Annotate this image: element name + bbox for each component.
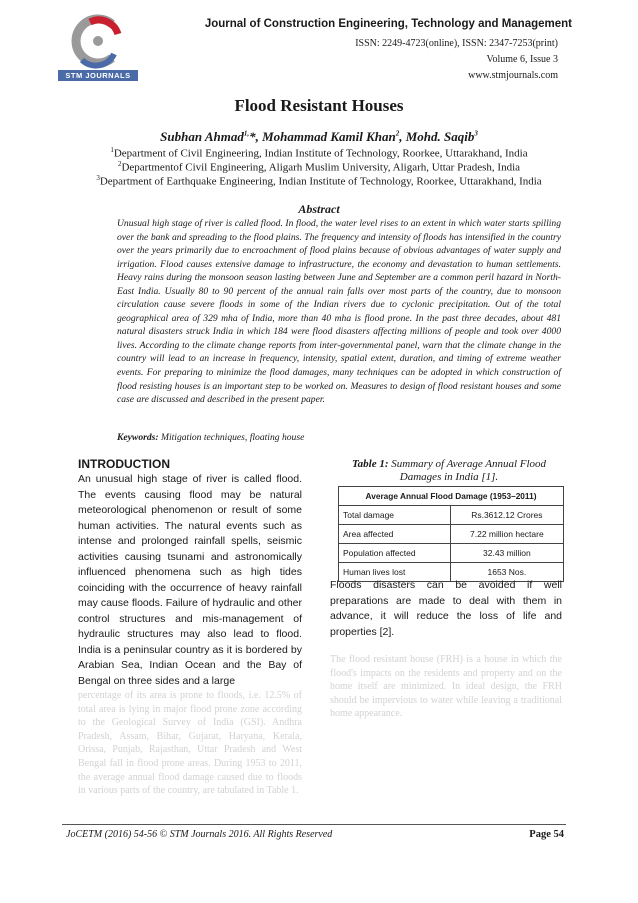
table-caption-label: Table 1:: [351, 458, 389, 470]
logo-text: STM JOURNALS: [58, 70, 138, 81]
introduction-faded-text: percentage of its area is prone to floods, i.e. 12.5% of total area is lying in major flood prone zone according to the Geological Survey of India (GSI). Andhra Pradesh, Assam, Bihar, Gujarat, Haryana, Kerala, Orissa, Punjab, Rajasthan, Uttar Pradesh and West Bengal fall in flood prone areas. During 1953 to 2011, the average annual flood damage caused due to floods in various parts of the country, are tabulated in Table 1.: [78, 690, 302, 797]
footer-divider: [62, 824, 566, 825]
table-cell: 1653 Nos.: [450, 563, 563, 582]
introduction-paragraph: An unusual high stage of river is called flood. The events causing flood may be natural meteorological phenomenon or result of some human activities. The natural events such as intense and prolonged rainfall spells, seismic activities causing tsunami and astronomically influenced phenomena such as high tides coinciding with the occurrence of heavy rainfall may cause floods. Failure of hydraulic and other control structures and mis-management of hydraulic structures may also lead to flood. India is a peninsular country as it is bordered by Arabian Sea, Indian Ocean and the Bay of Bengal on three sides and a large: [78, 473, 302, 687]
affiliation-text: Departmentof Civil Engineering, Aligarh Muslim University, Aligarh, Uttar Pradesh, India: [121, 161, 521, 174]
table-caption: [330, 458, 568, 484]
abstract-heading: Abstract: [298, 202, 340, 216]
introduction-body: [78, 472, 302, 798]
table-header-row: [339, 487, 564, 506]
page-number: Page 54: [529, 829, 564, 840]
affiliation-sup: 3: [96, 174, 100, 182]
keywords: [117, 432, 304, 443]
journal-name: Journal of Construction Engineering, Technology and Management: [204, 18, 572, 30]
table-cell: Human lives lost: [339, 563, 451, 582]
author-sup: 3: [474, 129, 478, 138]
abstract-body: Unusual high stage of river is called flood. In flood, the water level rises to an extent in which water starts spilling over the bank and spreading to the flood plains. The frequency and intensity of floods has intensified in the country over the years primarily due to encroachment of flood plains because of obvious advantages of water supply and irrigation. Flood causes extensive damage to infrastructure, the economy and devastation to human settlements. Heavy rains during the monsoon season lasting between June and September are a common peril hazard in North-East India. Usually 80 to 90 percent of the annual rain falls over most parts of the country, due to monsoon circulation cause severe floods in some of the Indian rivers due to cyclonic precipitation. Out of the total geographical area of 329 mha of India, more than 40 mha is flood prone. In the past three decades, about 481 natural disasters struck India in which 184 were flood disasters affecting millions of people and took over 4000 lives. According to the climate change reports from inter-governmental panel, warn that the climate change in the country will lead to an increase in frequency, intensity, spatial extent, duration, and timing of extreme weather events. For preparing to minimize the flood damages, many techniques can be adopted in which construction of flood resisting houses is an important step to be worked on. Measures to design of flood resistant houses and some case are discussed and described in the present paper.: [117, 218, 561, 406]
table-cell: Area affected: [339, 525, 451, 544]
table-cell: Total damage: [339, 506, 451, 525]
author-sup: 1,: [243, 129, 250, 138]
author-name: Mohammad Kamil Khan: [262, 129, 396, 144]
affiliation: [0, 160, 638, 174]
affiliation-sup: 2: [117, 160, 122, 168]
keywords-label: Keywords:: [117, 432, 159, 443]
affiliation-text: Department of Civil Engineering, Indian Institute of Technology, Roorkee, Uttarakhand, India: [113, 147, 528, 160]
table-cell: Rs.3612.12 Crores: [450, 506, 563, 525]
author-name: Mohd. Saqib: [405, 129, 475, 144]
table-row: [339, 544, 564, 563]
paper-title: Flood Resistant Houses: [234, 96, 404, 115]
footer-citation: JoCETM (2016) 54-56 © STM Journals 2016. All Rights Reserved: [66, 829, 333, 840]
table-row: [339, 525, 564, 544]
author-name: Subhan Ahmad: [160, 129, 244, 144]
table-caption-text: Summary of Average Annual Flood Damages in India [1].: [388, 458, 547, 483]
author-sup: 2: [395, 129, 400, 138]
table-row: [339, 506, 564, 525]
affiliation-text: Department of Earthquake Engineering, Indian Institute of Technology, Roorkee, Uttarakhand, India: [99, 175, 542, 188]
flood-damage-table: [338, 486, 564, 582]
issn: ISSN: 2249-4723(online), ISSN: 2347-7253(print): [355, 38, 558, 49]
author-list: [0, 129, 638, 145]
journal-website[interactable]: www.stmjournals.com: [468, 70, 558, 81]
table-cell: Population affected: [339, 544, 451, 563]
affiliation-sup: 1: [110, 146, 114, 154]
table-header: Average Annual Flood Damage (1953–2011): [339, 487, 564, 506]
logo-emblem-icon: [60, 14, 136, 72]
keywords-text: Mitigation techniques, floating house: [158, 432, 305, 443]
table-cell: 7.22 million hectare: [450, 525, 563, 544]
right-column-paragraph: Floods disasters can be avoided if well preparations are made to deal with them in advance, it will reduce the loss of life and properties [2].: [330, 579, 562, 638]
affiliation: [0, 146, 638, 160]
table-cell: 32.43 million: [450, 544, 563, 563]
right-column-faded-text: The flood resistant house (FRH) is a house in which the flood's impacts on the residents and property and on the home itself are minimized. In ideal design, the FRH should be impervious to water while leaving a traditional home appearance.: [330, 654, 562, 720]
introduction-heading: INTRODUCTION: [78, 457, 170, 471]
author-sep: ,: [399, 129, 406, 144]
volume-issue: Volume 6, Issue 3: [486, 54, 558, 65]
stm-journals-logo: [60, 14, 136, 78]
affiliation: [0, 174, 638, 188]
author-sep: *,: [249, 129, 263, 144]
